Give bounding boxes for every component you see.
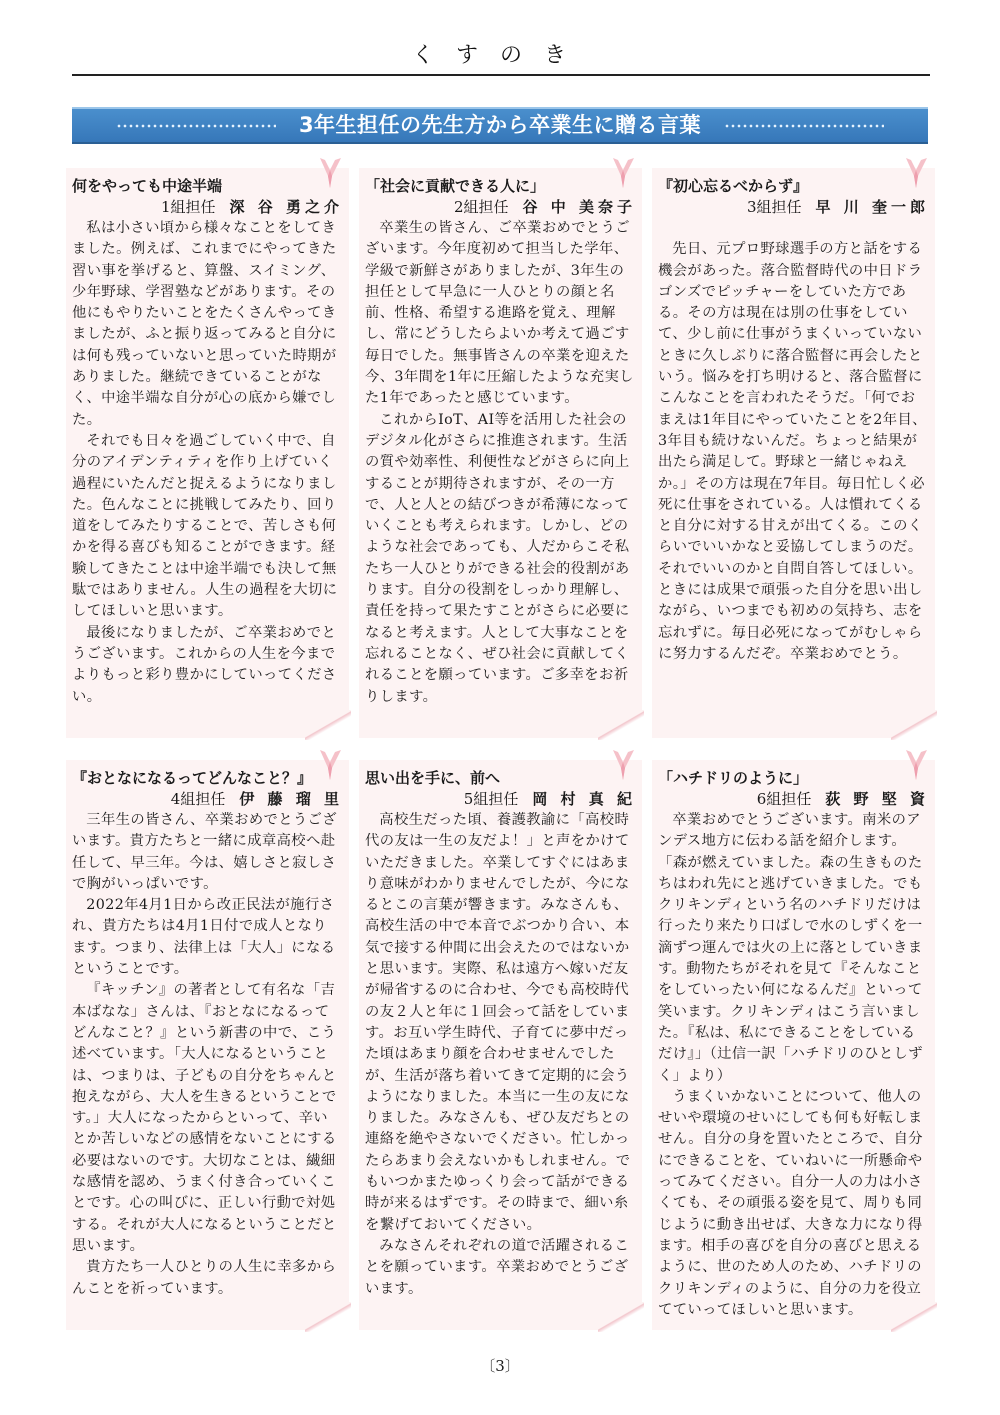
teacher-byline — [757, 789, 929, 810]
teacher-name: 伊 藤 瑠 里 — [239, 790, 343, 808]
message-card — [66, 760, 349, 1330]
card-title: 「ハチドリのように」 — [658, 769, 809, 787]
card-body — [72, 810, 341, 1300]
class-label: 5組担任 — [463, 790, 519, 808]
class-label: 4組担任 — [170, 790, 226, 808]
card-body — [365, 810, 634, 1300]
card-title: 「社会に貢献できる人に」 — [365, 177, 546, 195]
class-label: 1組担任 — [161, 198, 216, 216]
teacher-name: 谷 中 美奈子 — [522, 198, 636, 216]
message-card — [359, 168, 642, 738]
teacher-name: 深 谷 勇之介 — [229, 198, 343, 216]
page-curl-decoration — [305, 1302, 351, 1332]
banner-sparkle-right — [724, 123, 884, 129]
card-body — [365, 218, 634, 708]
card-title: 『おとなになるってどんなこと？』 — [72, 769, 313, 787]
body-paragraph: 2022年4月1日から改正民法が施行され、貴方たちは4月1日付で成人となります。つまり、法律上は「大人」になるということです。 — [72, 897, 336, 978]
card-body — [72, 218, 341, 708]
class-label: 2組担任 — [454, 198, 509, 216]
teacher-name: 早 川 奎一郎 — [815, 198, 929, 216]
message-card — [652, 168, 935, 738]
body-paragraph: これからIoT、AI等を活用した社会のデジタル化がさらに推進されます。生活の質や効率性、利便性などがさらに向上することが期待されますが、その一方で、人と人との結びつきが希薄になっていくことも考えられます。しかし、どのような社会であっても、人だからこそ私たち一人ひとりができる社会的役割があります。自分の役割をしっかり理解し、責任を持って果たすことがさらに必要になると考えます。人として大事なことを忘れることなく、ぜひ社会に貢献してくれることを願っています。ご多幸をお祈りします。 — [365, 411, 630, 705]
teacher-byline — [161, 197, 343, 218]
page-curl-decoration — [891, 1302, 937, 1332]
page-curl-decoration — [598, 710, 644, 740]
message-card — [66, 168, 349, 738]
body-paragraph: みなさんそれぞれの道で活躍されることを願っています。卒業おめでとうございます。 — [365, 1237, 630, 1297]
card-title: 『初心忘るべからず』 — [658, 177, 809, 195]
body-paragraph: 最後になりましたが、ご卒業おめでとうございます。これからの人生を今までよりもっと彩り豊かにしていってください。 — [72, 624, 337, 705]
teacher-name: 荻 野 堅 資 — [825, 790, 929, 808]
body-paragraph: 三年生の皆さん、卒業おめでとうございます。貴方たちと一緒に成章高校へ赴任して、早三年。今は、嬉しさと寂しさで胸がいっぱいです。 — [72, 812, 337, 892]
body-paragraph: 貴方たち一人ひとりの人生に幸多からんことを祈っています。 — [72, 1259, 337, 1297]
message-card — [652, 760, 935, 1330]
body-paragraph: それでも日々を過ごしていく中で、自分のアイデンティティを作り上げていく過程にいたんだと捉えるようになりました。色んなことに挑戦してみたり、回り道をしてみたりすることで、苦しさも何かを得る喜びも知ることができます。経験してきたことは中途半端でも決して無駄ではありません。人生の過程を大切にしてほしいと思います。 — [72, 432, 338, 620]
card-body — [658, 218, 927, 665]
body-paragraph — [658, 218, 927, 239]
banner-title: 3年生担任の先生方から卒業生に贈る言葉 — [298, 113, 702, 137]
teacher-byline — [171, 789, 343, 810]
page-curl-decoration — [305, 710, 351, 740]
body-paragraph: 私は小さい頃から様々なことをしてきました。例えば、これまでにやってきた習い事を挙げると、算盤、スイミング、少年野球、学習塾などがあります。その他にもやりたいことをたくさんやってきましたが、ふと振り返ってみると自分には何も残っていないと思っていた時期がありました。継続できていることがなく、中途半端な自分が心の底から嫌でした。 — [72, 220, 337, 428]
class-label: 6組担任 — [756, 790, 812, 808]
body-paragraph: うまくいかないことについて、他人のせいや環境のせいにしても何も好転しません。自分の身を置いたところで、自分にできることを、ていねいに一所懸命やってみてください。自分一人の力は小さくても、その頑張る姿を見て、周りも同じように動き出せば、大きな力になり得ます。相手の喜びを自分の喜びと思えるように、世のため人のため、ハチドリのクリキンディのように、自分の力を役立てていってほしいと思います。 — [658, 1088, 923, 1318]
message-card — [359, 760, 642, 1330]
body-paragraph: 卒業おめでとうございます。南米のアンデス地方に伝わる話を紹介します。「森が燃えていました。森の生きものたちはわれ先にと逃げていきました。でもクリキンディという名のハチドリだけは行ったり来たり口ばしで水のしずくを一滴ずつ運んでは火の上に落としていきます。動物たちがそれを見て『そんなことをしていったい何になるんだ』といって笑います。クリキンディはこう言いました。『私は、私にできることをしているだけ』」（辻信一訳「ハチドリのひとしずく」より） — [658, 812, 923, 1084]
card-title: 何をやっても中途半端 — [72, 177, 223, 195]
banner — [72, 107, 928, 144]
header-rule — [72, 74, 930, 76]
page-header-title: くすのき — [411, 43, 588, 68]
page-curl-decoration — [598, 1302, 644, 1332]
teacher-byline — [747, 197, 929, 218]
class-label: 3組担任 — [747, 198, 802, 216]
body-paragraph: 先日、元プロ野球選手の方と話をする機会があった。落合監督時代の中日ドラゴンズでピッチャーをしていた方である。その方は現在は別の仕事をしていて、少し前に仕事がうまくいっていないときに久しぶりに落合監督に再会したという。悩みを打ち明けると、落合監督にこんなことを言われたそうだ。「何でおまえは1年目にやっていたことを2年目、3年目も続けないんだ。ちょっと結果が出たら満足して。野球と一緒じゃねえか。」その方は現在7年目。毎日忙しく必死に仕事をされている。人は慣れてくると自分に対する甘えが出てくる。このくらいでいいかなと妥協してしまうのだ。それでいいのかと自問自答してほしい。ときには成果で頑張った自分を思い出しながら、いつまでも初めの気持ち、志を忘れずに。毎日必死になってがむしゃらに努力するんだぞ。卒業おめでとう。 — [658, 241, 927, 662]
teacher-name: 岡 村 真 紀 — [532, 790, 636, 808]
body-paragraph: 高校生だった頃、養護教諭に「高校時代の友は一生の友だよ！」と声をかけていただきました。卒業してすぐにはあまり意味がわかりませんでしたが、今になるとこの言葉が響きます。みなさんも、高校生活の中で本音でぶつかり合い、本気で接する仲間に出会えたのではないかと思います。実際、私は遠方へ嫁いだ友が帰省するのに合わせ、今でも高校時代の友２人と年に１回会って話をしています。お互い学生時代、子育てに夢中だった頃はあまり顔を合わせませんでしたが、生活が落ち着いてきて定期的に会うようになりました。本当に一生の友になりました。みなさんも、ぜひ友だちとの連絡を絶やさないでください。忙しかったらあまり会えないかもしれません。でもいつかまたゆっくり会って話ができる時が来るはずです。その時まで、細い糸を繋げておいてください。 — [365, 812, 631, 1233]
page-number: 〔3〕 — [480, 1357, 520, 1375]
card-body — [658, 810, 927, 1321]
body-paragraph: 卒業生の皆さん、ご卒業おめでとうございます。今年度初めて担当した学年、学級で新鮮さがありましたが、3年生の担任として早急に一人ひとりの顔と名前、性格、希望する進路を覚え、理解し、常にどうしたらよいか考えて過ごす毎日でした。無事皆さんの卒業を迎えた今、3年間を1年に圧縮したような充実した1年であったと感じています。 — [365, 220, 634, 407]
teacher-byline — [454, 197, 636, 218]
page-curl-decoration — [891, 710, 937, 740]
body-paragraph: 『キッチン』の著者として有名な「吉本ばなな」さんは、『おとなになるってどんなこと？』という新書の中で、こう述べています。「大人になるということは、つまりは、子どもの自分をちゃんと抱えながら、大人を生きるということです。」大人になったからといって、辛いとか苦しいなどの感情をないことにする必要はないのです。大切なことは、繊細な感情を認め、うまく付き合っていくことです。心の叫びに、正しい行動で対処する。それが大人になるということだと思います。 — [72, 982, 337, 1254]
card-title: 思い出を手に、前へ — [365, 769, 501, 787]
teacher-byline — [464, 789, 636, 810]
